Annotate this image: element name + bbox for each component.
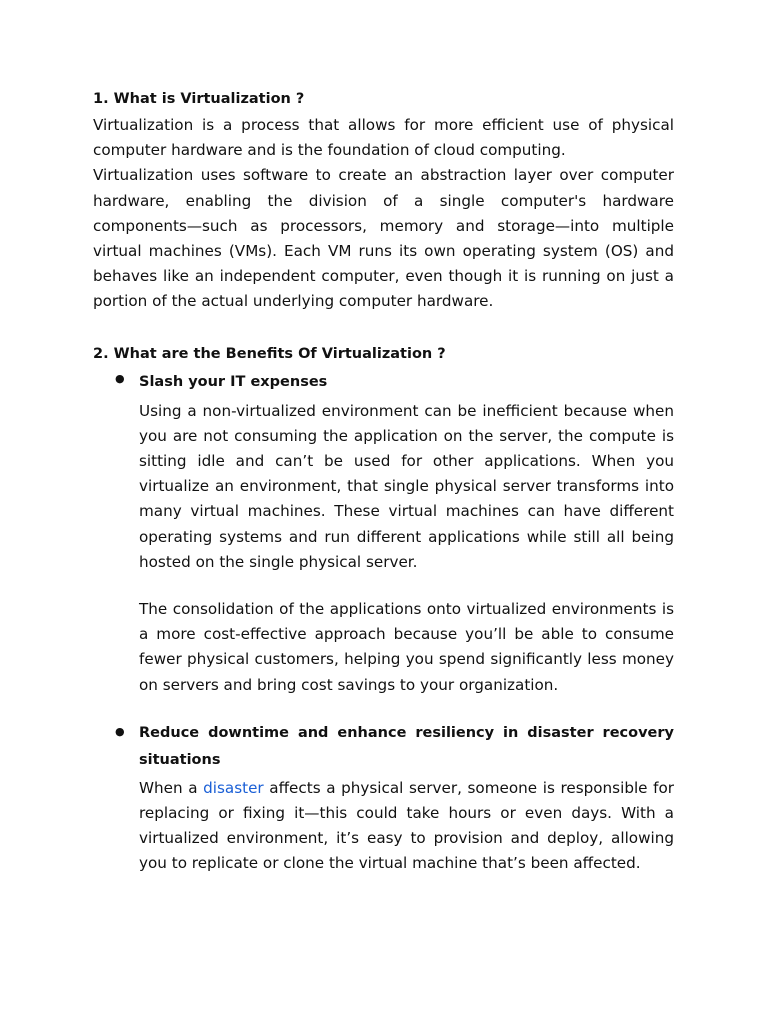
benefits-list bbox=[93, 369, 674, 877]
benefit-text: When a bbox=[139, 778, 204, 797]
bullet-icon: ● bbox=[115, 371, 125, 385]
benefit-title: Reduce downtime and enhance resiliency in disaster recovery situations bbox=[139, 724, 674, 768]
benefit-title: Slash your IT expenses bbox=[139, 373, 328, 390]
benefit-text: affects a physical server, someone is responsible for replacing or fixing it—this could take hours or even days. With a virtualized environment, it’s easy to provision and deploy, allowing you to replicate or clone the virtual machine that’s been affected. bbox=[139, 778, 675, 873]
section-1-paragraph-1: Virtualization is a process that allows for more efficient use of physical computer hardware and is the foundation of cloud computing. bbox=[93, 116, 674, 160]
list-item bbox=[115, 720, 675, 877]
benefit-paragraph: Using a non-virtualized environment can be inefficient because when you are not consuming the application on the server, the compute is sitting idle and can’t be used for other applications. When you virtualize an environment, that single physical server transforms into many virtual machines. These virtual machines can have different operating systems and run different applications while still all being hosted on the single physical server. bbox=[139, 401, 674, 571]
section-2-heading: 2. What are the Benefits Of Virtualization ? bbox=[93, 345, 446, 362]
benefit-paragraph bbox=[139, 776, 674, 877]
section-1-paragraph-2: Virtualization uses software to create an abstraction layer over computer hardware, enabling the division of a single computer's hardware components—such as processors, memory and storage—into multiple virtual machines (VMs). Each VM runs its own operating system (OS) and behaves like an independent computer, even though it is running on just a portion of the actual underlying computer hardware. bbox=[93, 166, 674, 311]
disaster-link[interactable]: disaster bbox=[203, 778, 264, 797]
benefit-paragraph: The consolidation of the applications onto virtualized environments is a more cost-effective approach because you’ll be able to consume fewer physical customers, helping you spend significantly less money on servers and bring cost savings to your organization. bbox=[139, 600, 674, 694]
list-item bbox=[115, 369, 674, 698]
section-1-heading: 1. What is Virtualization ? bbox=[93, 91, 305, 107]
bullet-icon: ● bbox=[115, 724, 125, 738]
